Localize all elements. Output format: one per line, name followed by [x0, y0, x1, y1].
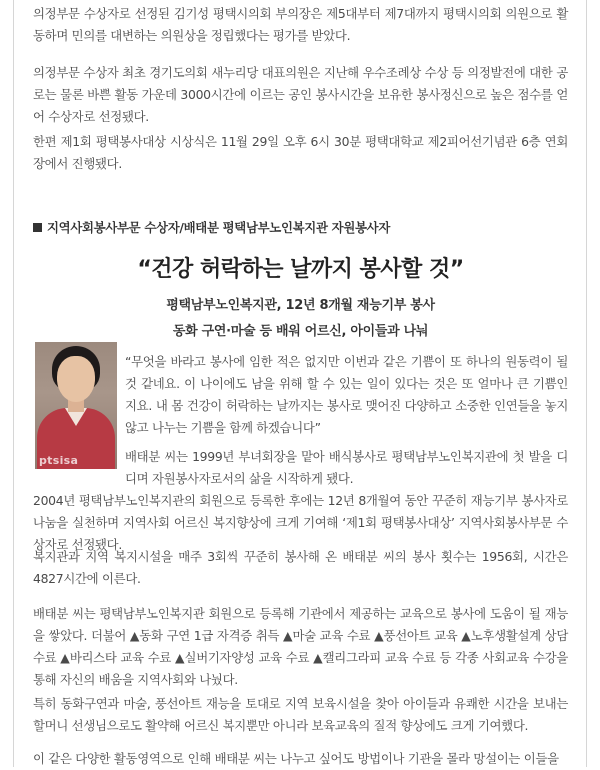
left-border [13, 0, 14, 767]
intro-paragraph-1: 의정부문 수상자로 선정된 김기성 평택시의회 부의장은 제5대부터 제7대까지 평택시의회 의원으로 활동하며 민의를 대변하는 의원상을 정립했다는 평가를 받았다. [33, 6, 568, 43]
square-bullet-icon [33, 223, 42, 232]
body-paragraph-4: 특히 동화구연과 마술, 풍선아트 재능을 토대로 지역 보육시설을 찾아 아이들과 유쾌한 시간을 보내는 할머니 선생님으로도 활약해 어르신 복지뿐만 아니라 보육교육의 질적 향상에도 크게 기여했다. [33, 696, 568, 733]
right-border [586, 0, 587, 767]
quote-paragraph: “무엇을 바라고 봉사에 임한 적은 없지만 이번과 같은 기쁨이 또 하나의 원동력이 될 것 같네요. 이 나이에도 남을 위해 할 수 있는 일이 있다는 것은 또 얼마나 큰 기쁨인지요. 내 몸 건강이 허락하는 날까지는 봉사로 맺어진 다양하고 소중한 인연들을 놓지 않고 나누는 기쁨을 함께 하겠습니다” [125, 354, 568, 435]
section-heading-text: 지역사회봉사부문 수상자/배태분 평택남부노인복지관 자원봉사자 [47, 220, 391, 235]
body-paragraph-5: 이 같은 다양한 활동영역으로 인해 배태분 씨는 나누고 싶어도 방법이나 기관을 몰라 망설이는 이들을 [33, 751, 559, 766]
body-paragraph-3: 배태분 씨는 평택남부노인복지관 회원으로 등록해 기관에서 제공하는 교육으로 봉사에 도움이 될 재능을 쌓았다. 더불어 ▲동화 구연 1급 자격증 취득 ▲마술 교육 수료 ▲풍선아트 교육 ▲노후생활설계 상담 수료 ▲바리스타 교육 수료 ▲실버기자양성 교육 수료 ▲캘리그라피 교육 수료 등 각종 사회교육 수강을 통해 자신의 배움을 지역사회와 나눴다. [33, 606, 568, 687]
subheadline-2: 동화 구연·마술 등 배워 어르신, 아이들과 나눠 [172, 324, 429, 339]
body-paragraph-2: 복지관과 지역 복지시설을 매주 3회씩 꾸준히 봉사해 온 배태분 씨의 봉사 횟수는 1956회, 시간은 4827시간에 이른다. [33, 549, 568, 586]
section-heading [33, 218, 568, 236]
portrait-face [57, 356, 95, 402]
intro-paragraph-2: 의정부문 수상자 최초 경기도의회 새누리당 대표의원은 지난해 우수조례상 수상 등 의정발전에 대한 공로는 물론 바쁜 활동 가운데 3000시간에 이르는 공인 봉사시간을 보유한 봉사정신으로 높은 점수를 얻어 수상자로 선정됐다. [33, 65, 568, 124]
intro-paragraph-3: 한편 제1회 평택봉사대상 시상식은 11월 29일 오후 6시 30분 평택대학교 제2피어선기념관 6층 연회장에서 진행됐다. [33, 134, 568, 171]
body-paragraph-1a: 배태분 씨는 1999년 부녀회장을 맡아 배식봉사로 평택남부노인복지관에 첫 발을 디디며 자원봉사자로서의 삶을 시작하게 됐다. [125, 449, 568, 486]
photo-watermark: ptsisa [39, 454, 79, 467]
portrait-photo [35, 342, 117, 469]
subheadline-1: 평택남부노인복지관, 12년 8개월 재능기부 봉사 [166, 298, 435, 313]
body-paragraph-1b: 2004년 평택남부노인복지관의 회원으로 등록한 후에는 12년 8개월여 동안 꾸준히 재능기부 봉사자로 나눔을 실천하며 지역사회 어르신 복지향상에 크게 기여해 ‘제1회 평택봉사대상’ 지역사회봉사부문 수상자로 선정됐다. [33, 493, 568, 552]
headline: “건강 허락하는 날까지 봉사할 것” [137, 257, 464, 282]
